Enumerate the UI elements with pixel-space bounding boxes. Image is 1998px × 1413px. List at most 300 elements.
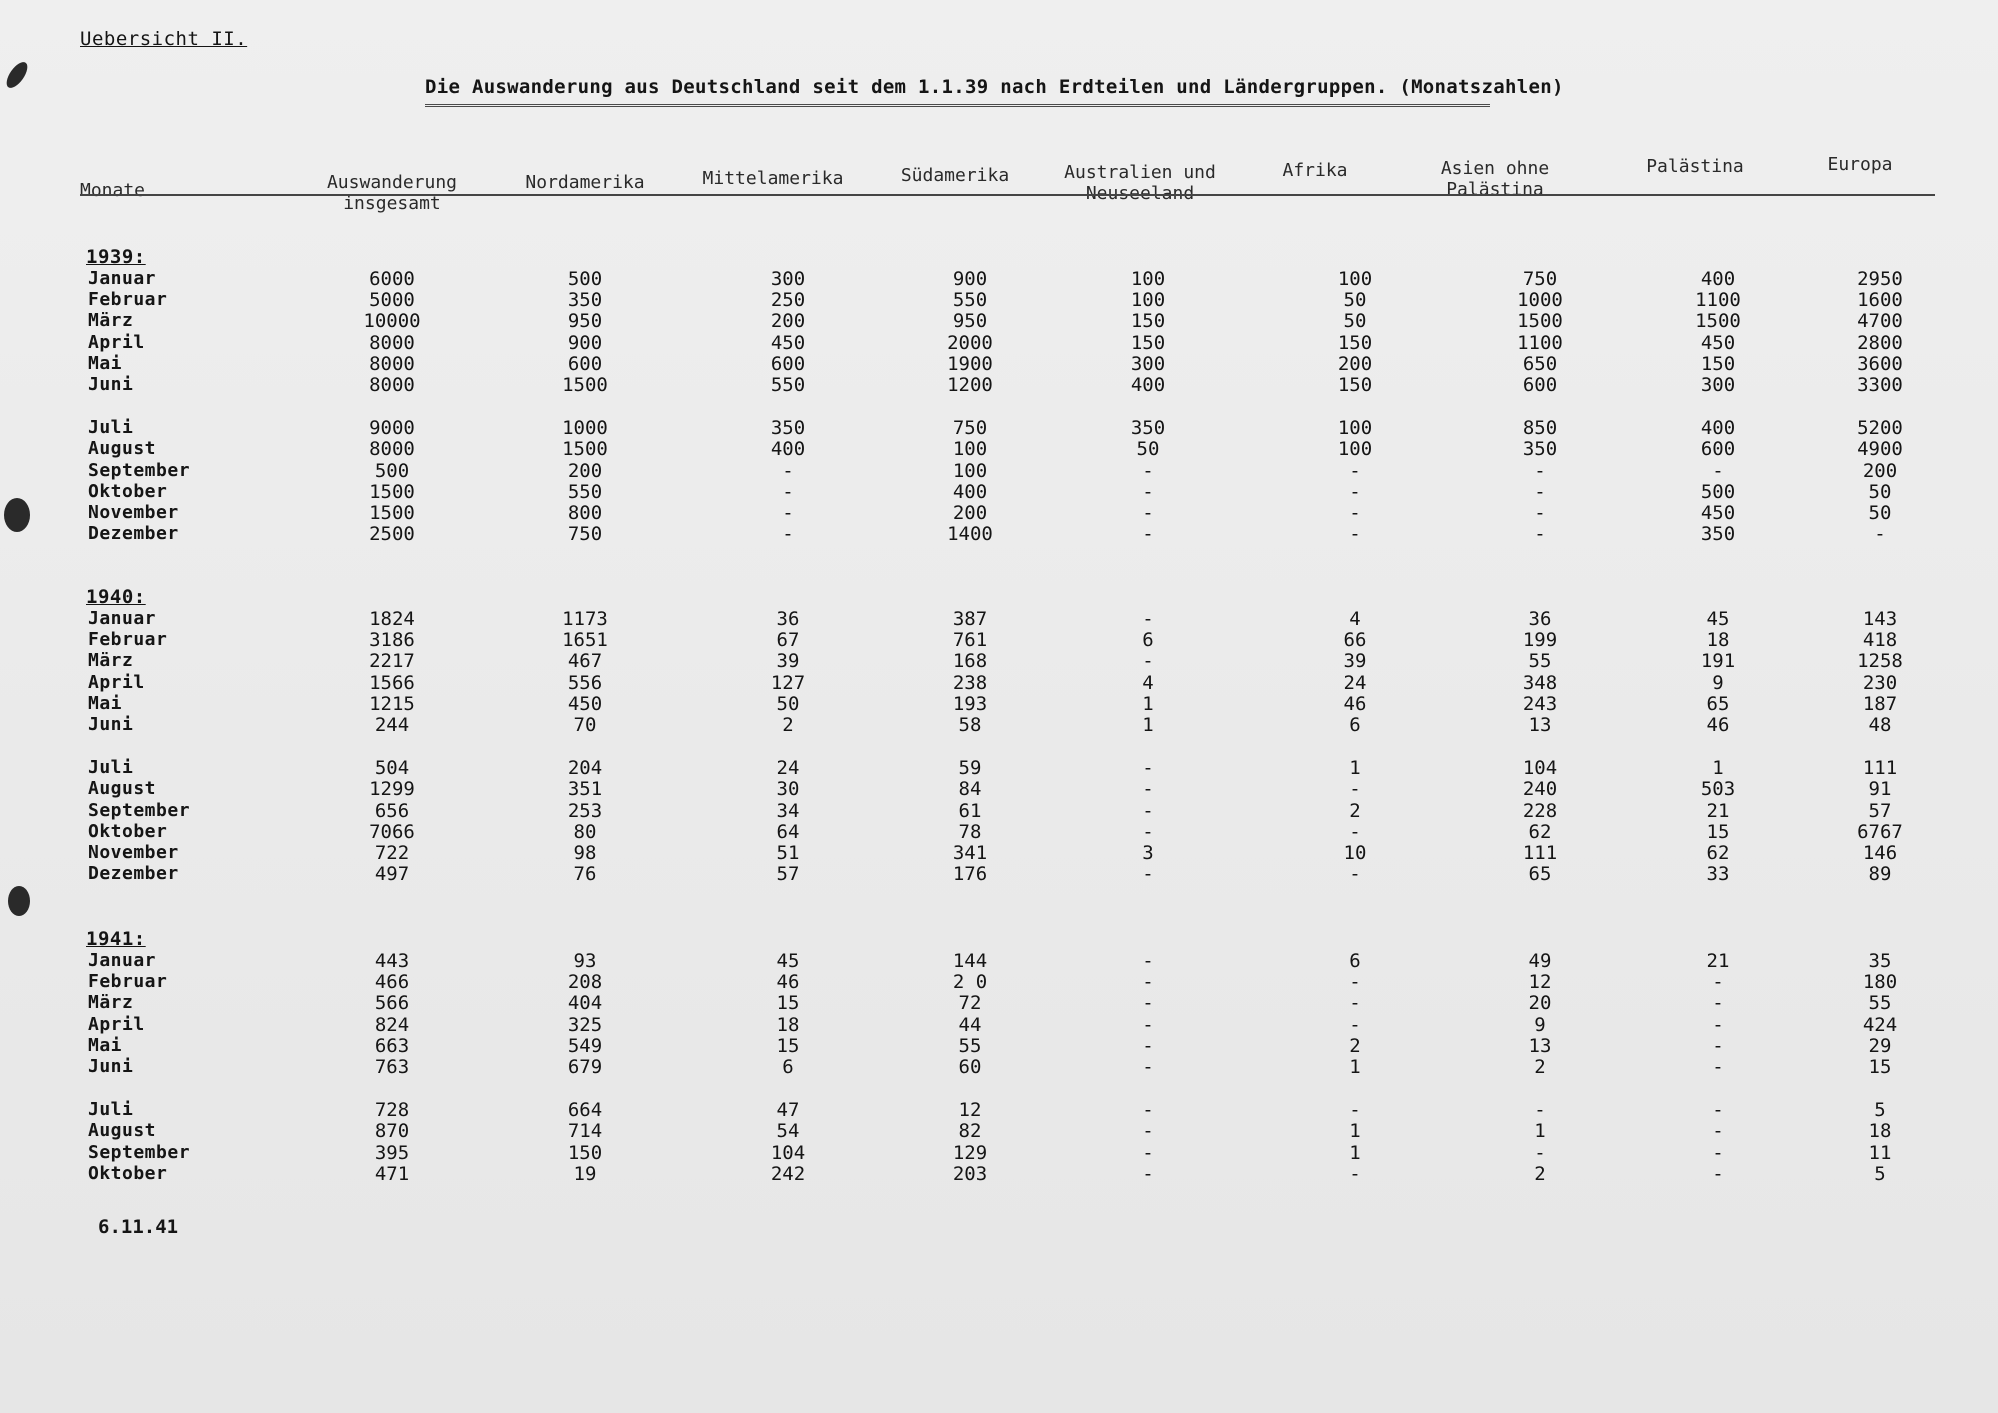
table-cell: 45 [776, 950, 800, 972]
table-cell: 679 [567, 1056, 603, 1078]
column-header-line: Nordamerika [525, 172, 645, 193]
table-cell: 187 [1862, 692, 1898, 715]
month-label: Juli [88, 417, 134, 439]
table-cell: - [1142, 1056, 1154, 1078]
table-cell: 1000 [1517, 289, 1563, 312]
table-cell: 150 [1700, 352, 1736, 375]
column-header-north-america [510, 172, 660, 193]
table-cell: 100 [1337, 417, 1373, 440]
table-cell: 127 [770, 671, 806, 694]
table-cell: 824 [374, 1013, 410, 1036]
table-cell: 51 [776, 842, 800, 864]
table-cell: 150 [1337, 331, 1373, 354]
table-row [0, 1099, 1998, 1120]
table-cell: 104 [1522, 757, 1558, 780]
table-cell: 7066 [369, 820, 415, 843]
table-cell: 351 [567, 778, 603, 801]
table-cell: 2000 [947, 331, 993, 354]
table-cell: 11 [1868, 1141, 1892, 1164]
table-cell: - [1142, 1034, 1154, 1057]
table-cell: - [1142, 459, 1154, 482]
table-cell: 600 [1522, 374, 1558, 396]
table-cell: 57 [776, 863, 800, 886]
table-cell: 50 [1868, 480, 1892, 503]
table-cell: 100 [952, 459, 988, 482]
month-label: September [88, 799, 191, 821]
table-cell: 44 [958, 1013, 982, 1036]
table-cell: 1566 [369, 671, 415, 694]
table-cell: 350 [770, 417, 806, 440]
column-header-months [80, 180, 145, 201]
table-row [0, 438, 1998, 459]
table-cell: - [1349, 1013, 1361, 1036]
table-cell: 1100 [1517, 331, 1563, 354]
table-row [0, 650, 1998, 671]
table-cell: 24 [776, 757, 800, 780]
table-cell: 5 [1874, 1099, 1886, 1122]
month-label: April [88, 331, 145, 353]
table-cell: 6 [1349, 950, 1361, 972]
table-cell: 6 [1349, 714, 1361, 736]
table-cell: 395 [374, 1141, 410, 1164]
table-cell: 550 [770, 374, 806, 396]
table-cell: 418 [1862, 629, 1898, 652]
table-cell: 1 [1349, 1141, 1361, 1164]
table-cell: 870 [374, 1120, 410, 1143]
table-cell: 144 [952, 950, 988, 972]
table-cell: 55 [958, 1034, 982, 1057]
table-cell: 2 [1349, 1034, 1361, 1057]
table-cell: 129 [952, 1141, 988, 1164]
table-cell: 5200 [1857, 417, 1903, 440]
month-label: Februar [88, 289, 168, 311]
table-cell: 656 [374, 799, 410, 822]
table-cell: - [1142, 820, 1154, 843]
table-cell: 150 [1337, 374, 1373, 396]
column-header-africa [1260, 160, 1370, 181]
month-label: Oktober [88, 820, 168, 842]
table-cell: 950 [952, 310, 988, 333]
month-label: Juni [88, 1056, 134, 1077]
table-cell: 91 [1868, 778, 1892, 801]
table-cell: 50 [1868, 502, 1892, 524]
table-cell: 550 [952, 289, 988, 312]
table-cell: - [1142, 1013, 1154, 1036]
table-cell: 3 [1142, 842, 1154, 864]
table-row [0, 523, 1998, 544]
month-label: Februar [88, 971, 168, 993]
table-cell: - [1534, 480, 1546, 503]
table-cell: 240 [1522, 778, 1558, 801]
table-cell: 199 [1522, 629, 1558, 652]
table-cell: 146 [1862, 842, 1898, 864]
table-cell: 228 [1522, 799, 1558, 822]
table-cell: - [1874, 523, 1886, 546]
column-header-line: Monate [80, 180, 146, 201]
table-cell: 504 [374, 757, 410, 780]
table-cell: 46 [1706, 714, 1730, 736]
table-cell: 34 [776, 799, 800, 822]
table-cell: 566 [374, 992, 410, 1015]
table-cell: 2950 [1857, 268, 1903, 290]
column-header-total [312, 172, 472, 214]
table-cell: 650 [1522, 352, 1558, 375]
table-cell: 2 [1349, 799, 1361, 822]
table-cell: 98 [573, 842, 597, 864]
column-header-line: insgesamt [343, 193, 441, 214]
table-cell: - [1534, 523, 1546, 546]
table-cell: 800 [567, 502, 603, 524]
table-row [0, 1014, 1998, 1035]
table-cell: - [1712, 459, 1724, 482]
table-row [0, 821, 1998, 842]
table-cell: 150 [1130, 331, 1166, 354]
table-cell: 750 [567, 523, 603, 546]
table-cell: 60 [958, 1056, 982, 1078]
table-cell: 497 [374, 863, 410, 886]
table-cell: 2 [1534, 1162, 1546, 1185]
table-row [0, 714, 1998, 735]
month-label: Oktober [88, 1162, 168, 1184]
column-header-line: Australien und [1064, 162, 1216, 183]
table-cell: - [1534, 1141, 1546, 1164]
table-cell: 750 [952, 417, 988, 440]
table-cell: 61 [958, 799, 982, 822]
column-header-line: Palästina [1646, 156, 1744, 177]
table-row [0, 971, 1998, 992]
table-cell: - [1349, 863, 1361, 886]
month-label: März [88, 992, 134, 1014]
table-cell: 400 [1130, 374, 1166, 396]
document-date: 6.11.41 [98, 1216, 179, 1238]
table-cell: 3600 [1857, 352, 1903, 375]
table-cell: 143 [1862, 608, 1898, 630]
table-cell: 722 [374, 842, 410, 864]
table-cell: 21 [1706, 799, 1730, 822]
table-cell: 1200 [947, 374, 993, 396]
month-label: Oktober [88, 480, 168, 502]
table-cell: 1900 [947, 352, 993, 375]
table-row [0, 1120, 1998, 1141]
table-cell: 1299 [369, 778, 415, 801]
table-cell: - [782, 523, 794, 546]
table-cell: - [1142, 757, 1154, 780]
table-cell: 39 [1343, 650, 1367, 673]
table-cell: 8000 [369, 352, 415, 375]
table-cell: 1 [1142, 714, 1154, 736]
table-cell: 12 [1528, 971, 1552, 994]
table-cell: 663 [374, 1034, 410, 1057]
table-cell: 13 [1528, 714, 1552, 736]
table-cell: 18 [776, 1013, 800, 1036]
table-cell: 55 [1528, 650, 1552, 673]
table-cell: 50 [1343, 310, 1367, 333]
table-cell: 443 [374, 950, 410, 972]
table-cell: 35 [1868, 950, 1892, 972]
table-cell: - [1142, 778, 1154, 801]
table-cell: 1824 [369, 608, 415, 630]
table-cell: 93 [573, 950, 597, 972]
table-cell: 250 [770, 289, 806, 312]
month-label: April [88, 1013, 145, 1035]
table-cell: 180 [1862, 971, 1898, 994]
table-cell: 62 [1706, 842, 1730, 864]
table-cell: 1 [1142, 692, 1154, 715]
table-cell: 150 [1130, 310, 1166, 333]
table-cell: 1 [1349, 757, 1361, 780]
table-cell: 2 [1534, 1056, 1546, 1078]
table-cell: 50 [1136, 438, 1160, 461]
table-cell: 900 [952, 268, 988, 290]
table-cell: 400 [1700, 417, 1736, 440]
table-cell: 204 [567, 757, 603, 780]
table-cell: 350 [567, 289, 603, 312]
table-cell: - [1142, 1099, 1154, 1122]
table-cell: 1500 [562, 374, 608, 396]
month-label: Juni [88, 374, 134, 395]
table-cell: 84 [958, 778, 982, 801]
column-header-line: Auswanderung [326, 172, 458, 193]
table-cell: 1100 [1695, 289, 1741, 312]
table-row [0, 268, 1998, 289]
table-cell: 9000 [369, 417, 415, 440]
table-cell: 556 [567, 671, 603, 694]
table-cell: 900 [567, 331, 603, 354]
table-cell: 15 [1868, 1056, 1892, 1078]
month-label: Juli [88, 1099, 134, 1121]
table-cell: 100 [1337, 438, 1373, 461]
table-cell: - [1349, 971, 1361, 994]
table-cell: - [1142, 502, 1154, 524]
table-cell: 64 [776, 820, 800, 843]
table-cell: 8000 [369, 438, 415, 461]
table-cell: - [1142, 608, 1154, 630]
month-label: Januar [88, 608, 157, 629]
table-cell: 57 [1868, 799, 1892, 822]
table-cell: - [1142, 971, 1154, 994]
table-row [0, 672, 1998, 693]
table-cell: 8000 [369, 331, 415, 354]
table-cell: 36 [776, 608, 800, 630]
table-cell: - [1712, 1120, 1724, 1143]
table-cell: 48 [1868, 714, 1892, 736]
table-row [0, 502, 1998, 523]
table-cell: 350 [1130, 417, 1166, 440]
table-row [0, 693, 1998, 714]
table-cell: 450 [1700, 502, 1736, 524]
table-cell: 400 [1700, 268, 1736, 290]
month-label: Juni [88, 714, 134, 735]
year-heading: 1939: [86, 246, 146, 268]
table-cell: 1258 [1857, 650, 1903, 673]
table-cell: 6 [782, 1056, 794, 1078]
table-cell: - [1712, 1013, 1724, 1036]
table-cell: 1500 [1517, 310, 1563, 333]
table-cell: 1500 [562, 438, 608, 461]
table-cell: 45 [1706, 608, 1730, 630]
table-cell: 1500 [1695, 310, 1741, 333]
table-cell: 1651 [562, 629, 608, 652]
table-cell: 1173 [562, 608, 608, 630]
table-row [0, 1035, 1998, 1056]
table-cell: 100 [1130, 268, 1166, 290]
table-cell: 8000 [369, 374, 415, 396]
table-cell: 18 [1868, 1120, 1892, 1143]
month-label: August [88, 438, 157, 460]
table-cell: 253 [567, 799, 603, 822]
table-cell: 20 [1528, 992, 1552, 1015]
table-cell: 19 [573, 1162, 597, 1185]
table-cell: 10 [1343, 842, 1367, 864]
table-cell: 10000 [363, 310, 421, 333]
table-cell: - [1142, 523, 1154, 546]
table-row [0, 863, 1998, 884]
table-cell: 58 [958, 714, 982, 736]
table-cell: 12 [958, 1099, 982, 1122]
table-cell: 65 [1528, 863, 1552, 886]
column-header-line: Afrika [1282, 160, 1348, 181]
table-cell: - [1712, 1056, 1724, 1078]
table-cell: 78 [958, 820, 982, 843]
table-cell: 9 [1712, 671, 1724, 694]
table-cell: 4900 [1857, 438, 1903, 461]
table-cell: - [782, 502, 794, 524]
column-header-line: Neuseeland [1085, 183, 1195, 204]
table-cell: 100 [1337, 268, 1373, 290]
table-cell: 450 [1700, 331, 1736, 354]
table-cell: 3186 [369, 629, 415, 652]
table-cell: 191 [1700, 650, 1736, 673]
table-row [0, 332, 1998, 353]
table-cell: 82 [958, 1120, 982, 1143]
table-cell: - [1349, 1099, 1361, 1122]
table-row [0, 460, 1998, 481]
table-cell: 600 [1700, 438, 1736, 461]
table-cell: 6 [1142, 629, 1154, 652]
table-cell: 33 [1706, 863, 1730, 886]
table-cell: 76 [573, 863, 597, 886]
table-cell: 6767 [1857, 820, 1903, 843]
column-header-line: Asien ohne [1440, 158, 1550, 179]
table-cell: 70 [573, 714, 597, 736]
table-cell: 950 [567, 310, 603, 333]
month-label: September [88, 1141, 191, 1163]
table-cell: 300 [770, 268, 806, 290]
table-cell: 46 [1343, 692, 1367, 715]
table-cell: - [1142, 650, 1154, 673]
table-cell: 30 [776, 778, 800, 801]
month-label: Mai [88, 352, 123, 374]
table-cell: 1 [1349, 1056, 1361, 1078]
scan-mark [8, 886, 30, 916]
table-cell: - [1534, 459, 1546, 482]
table-cell: 2 [782, 714, 794, 736]
year-heading: 1941: [86, 928, 146, 950]
table-cell: - [1349, 459, 1361, 482]
table-cell: 47 [776, 1099, 800, 1122]
table-cell: 15 [1706, 820, 1730, 843]
scan-mark [3, 59, 32, 92]
table-cell: 1 [1534, 1120, 1546, 1143]
table-cell: - [1142, 799, 1154, 822]
table-cell: 50 [1343, 289, 1367, 312]
table-cell: 66 [1343, 629, 1367, 652]
table-cell: 208 [567, 971, 603, 994]
month-label: April [88, 671, 145, 693]
month-label: Januar [88, 950, 157, 971]
table-cell: 168 [952, 650, 988, 673]
table-cell: - [1349, 778, 1361, 801]
table-cell: 763 [374, 1056, 410, 1078]
table-cell: 300 [1130, 352, 1166, 375]
table-cell: 404 [567, 992, 603, 1015]
table-cell: 59 [958, 757, 982, 780]
column-header-palestine [1630, 156, 1760, 177]
month-label: August [88, 1120, 157, 1142]
table-cell: 300 [1700, 374, 1736, 396]
table-cell: 200 [770, 310, 806, 333]
table-cell: 111 [1522, 842, 1558, 864]
table-cell: 203 [952, 1162, 988, 1185]
table-cell: 325 [567, 1013, 603, 1036]
table-cell: 4 [1349, 608, 1361, 630]
table-cell: - [1712, 992, 1724, 1015]
scan-mark [4, 498, 30, 532]
table-cell: - [1712, 971, 1724, 994]
month-label: November [88, 842, 179, 863]
table-cell: 761 [952, 629, 988, 652]
table-cell: 1600 [1857, 289, 1903, 312]
table-cell: 728 [374, 1099, 410, 1122]
table-row [0, 353, 1998, 374]
table-row [0, 1163, 1998, 1184]
table-cell: 387 [952, 608, 988, 630]
table-cell: 230 [1862, 671, 1898, 694]
table-cell: 2 0 [952, 971, 988, 994]
table-cell: 400 [770, 438, 806, 461]
table-cell: 100 [1130, 289, 1166, 312]
table-cell: - [1349, 480, 1361, 503]
month-label: März [88, 310, 134, 332]
month-label: November [88, 502, 179, 523]
table-cell: 200 [1337, 352, 1373, 375]
column-header-line: Südamerika [900, 165, 1010, 186]
table-cell: 200 [567, 459, 603, 482]
table-cell: 29 [1868, 1034, 1892, 1057]
table-row [0, 800, 1998, 821]
table-cell: 5000 [369, 289, 415, 312]
table-cell: 1 [1349, 1120, 1361, 1143]
month-label: Juli [88, 757, 134, 779]
table-cell: 450 [567, 692, 603, 715]
table-row [0, 374, 1998, 395]
table-cell: 50 [776, 692, 800, 715]
column-header-australia [1040, 162, 1240, 204]
month-label: Dezember [88, 523, 179, 545]
table-cell: - [1712, 1162, 1724, 1185]
table-cell: 36 [1528, 608, 1552, 630]
table-row [0, 950, 1998, 971]
table-cell: 350 [1700, 523, 1736, 546]
table-row [0, 1056, 1998, 1077]
table-cell: 193 [952, 692, 988, 715]
table-row [0, 629, 1998, 650]
table-row [0, 842, 1998, 863]
table-cell: 111 [1862, 757, 1898, 780]
table-cell: - [1349, 992, 1361, 1015]
table-cell: 2800 [1857, 331, 1903, 354]
table-row [0, 417, 1998, 438]
